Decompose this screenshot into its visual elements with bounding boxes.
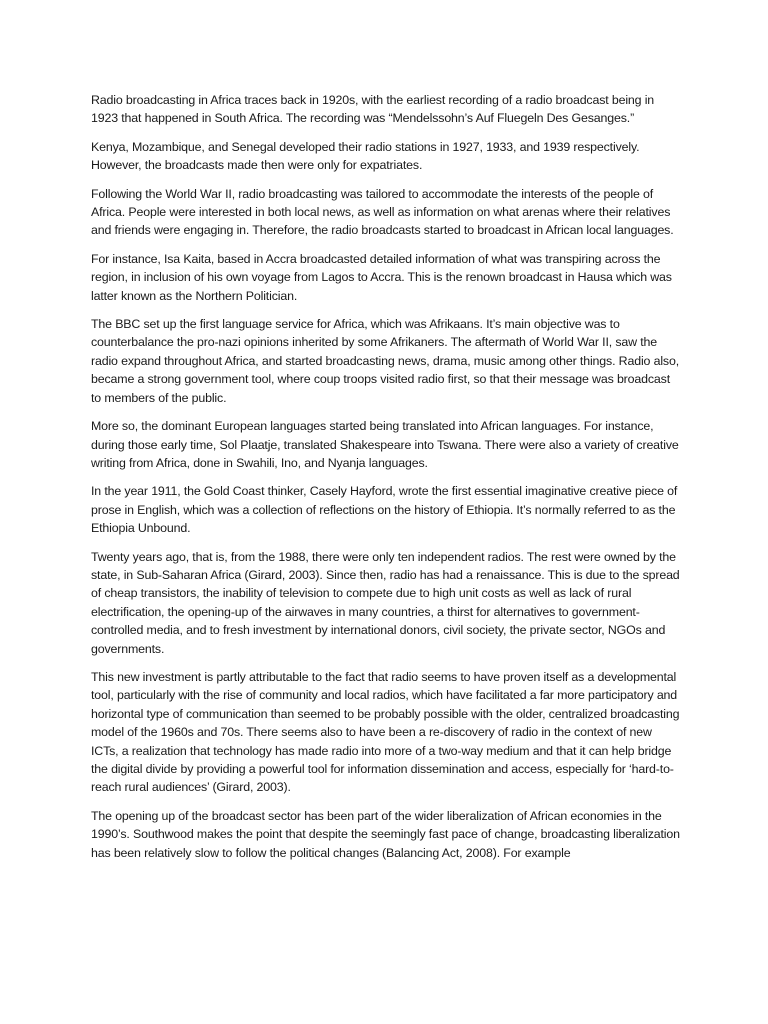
paragraph: In the year 1911, the Gold Coast thinker, Casely Hayford, wrote the first essential imaginative creative piece of prose in English, which was a collection of reflections on the history of Ethiopia. It’s normally referred to as the Ethiopia Unbound.	[91, 484, 678, 536]
paragraph: For instance, Isa Kaita, based in Accra broadcasted detailed information of what was transpiring across the region, in inclusion of his own voyage from Lagos to Accra. This is the renown broadcast in Hausa which was latter known as the Northern Politician.	[91, 251, 672, 303]
paragraph: More so, the dominant European languages started being translated into African languages. For instance, during those early time, Sol Plaatje, translated Shakespeare into Tswana. There were also a variety of creative writing from Africa, done in Swahili, Ino, and Nyanja languages.	[91, 419, 679, 470]
paragraph: Twenty years ago, that is, from the 1988, there were only ten independent radios. The rest were owned by the state, in Sub-Saharan Africa (Girard, 2003). Since then, radio has had a renaissance. This is due to the spread of cheap transistors, the inability of television to compete due to high unit costs as well as lack of rural electrification, the opening-up of the airwaves in many countries, a thirst for alternatives to government-controlled media, and to fresh investment by international donors, civil society, the private sector, NGOs and governments.	[91, 549, 680, 656]
paragraph: The BBC set up the first language service for Africa, which was Afrikaans. It’s main objective was to counterbalance the pro-nazi opinions inherited by some Afrikaners. The aftermath of World War II, saw the radio expand throughout Africa, and started broadcasting news, drama, music among other things. Radio also, became a strong government tool, where coup troops visited radio first, so that their message was broadcast to members of the public.	[91, 317, 679, 405]
document-body	[91, 91, 681, 872]
paragraph: Following the World War II, radio broadcasting was tailored to accommodate the interests of the people of Africa. People were interested in both local news, as well as information on what arenas where their relatives and friends were engaging in. Therefore, the radio broadcasts started to broadcast in African local languages.	[91, 186, 674, 238]
paragraph: This new investment is partly attributable to the fact that radio seems to have proven itself as a developmental tool, particularly with the rise of community and local radios, which have facilitated a far more participatory and horizontal type of communication than seemed to be probably possible with the older, centralized broadcasting model of the 1960s and 70s. There seems also to have been a re-discovery of radio in the context of new ICTs, a realization that technology has made radio into more of a two-way medium and that it can help bridge the digital divide by providing a powerful tool for information dissemination and access, especially for ‘hard-to-reach rural audiences’ (Girard, 2003).	[91, 669, 680, 795]
paragraph: Radio broadcasting in Africa traces back in 1920s, with the earliest recording of a radio broadcast being in 1923 that happened in South Africa. The recording was “Mendelssohn’s Auf Fluegeln Des Gesanges.”	[91, 93, 655, 126]
paragraph: Kenya, Mozambique, and Senegal developed their radio stations in 1927, 1933, and 1939 respectively. However, the broadcasts made then were only for expatriates.	[91, 139, 640, 173]
paragraph: The opening up of the broadcast sector has been part of the wider liberalization of African economies in the 1990’s. Southwood makes the point that despite the seemingly fast pace of change, broadcasting liberalization has been relatively slow to follow the political changes (Balancing Act, 2008). For example	[91, 808, 680, 860]
